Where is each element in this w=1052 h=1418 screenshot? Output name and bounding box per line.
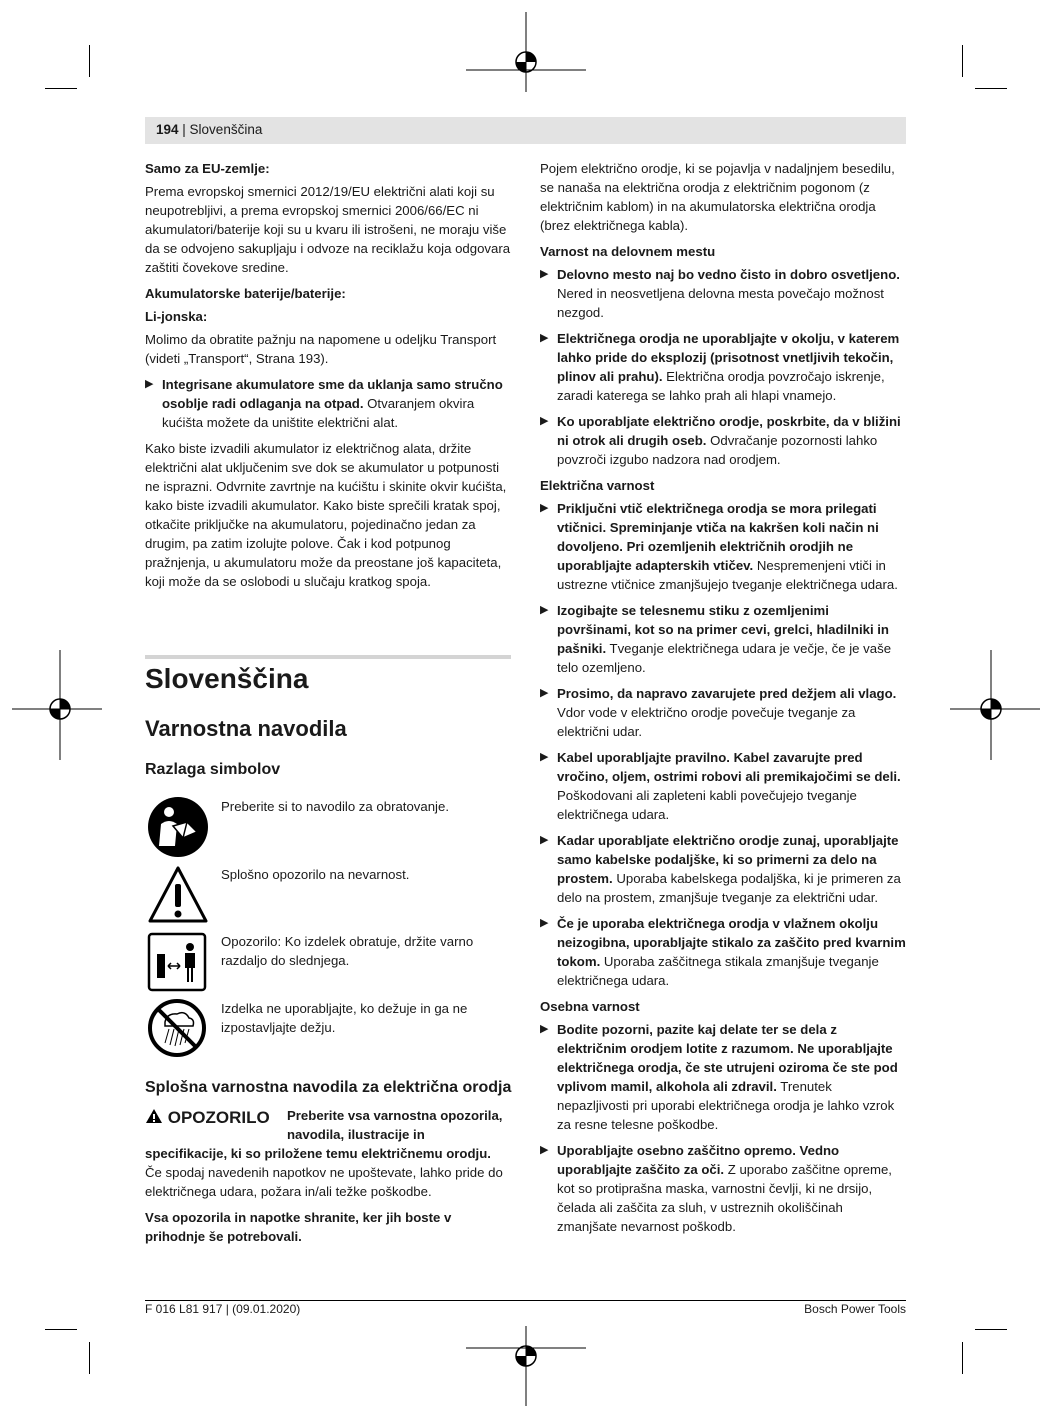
battery-bullet (145, 375, 511, 432)
safety-bullet (540, 265, 906, 322)
eu-paragraph: Prema evropskoj smernici 2012/19/EU električni alati koji su neupotrebljivi, a prema evropskoj smernici 2006/66/EC ni akumulatori/baterije koji su u kvaru ili istrošeni, ne moraju više da se odvojeno sakupljaju i odvoze na reciklažu koja odgovara zaštiti čovekove sredine. (145, 184, 511, 275)
bullet-triangle-icon: ▶ (540, 917, 549, 929)
bullet-bold: Delovno mesto naj bo vedno čisto in dobro osvetljeno. (557, 267, 900, 282)
bullet-triangle-icon: ▶ (540, 687, 549, 699)
symbol-text-warning: Splošno opozorilo na nevarnost. (221, 867, 410, 882)
page-number: 194 (156, 122, 179, 137)
header-separator: | (178, 122, 190, 137)
bullet-text: Odvračanje pozornosti lahko povzroči izgubo nadzora nad orodjem. (557, 433, 878, 467)
bullet-text: Vdor vode v električno orodje povečuje tveganje za električni udar. (557, 705, 856, 739)
bullet-text: Z uporabo zaščitne opreme, kot so protiprašna maska, varnostni čevlji, ki ne drsijo, čelada ali zaščita za sluh, v ustreznih okoliščinah zmanjšate nevarnost poškodb. (557, 1162, 892, 1234)
liion-heading: Li-jonska: (145, 309, 208, 324)
safety-bullet (540, 329, 906, 405)
warning-badge (145, 1108, 270, 1128)
warning-triangle-icon (147, 865, 209, 925)
bullet-text: Uporaba zaščitnega stikala zmanjšuje tveganje električnega udara. (557, 954, 879, 988)
bullet-bold: Bodite pozorni, pazite kaj delate ter se dela z električnim orodjem lotite z razumom. Ne uporabljajte električnega orodja, če ste utrujeni oziroma če ste pod vplivom mamil, alkohola ali zdravil. (557, 1022, 898, 1094)
intro-paragraph: Pojem električno orodje, ki se pojavlja v nadaljnjem besedilu, se nanaša na električna orodja z električnim pogonom (z električnim kablom) in na akumulatorska električna orodja (brez električnega kabla). (540, 161, 895, 233)
crop-mark (975, 1329, 1007, 1330)
safety-bullet (540, 412, 906, 469)
section-heading: Električna varnost (540, 478, 655, 493)
crop-mark (975, 88, 1007, 89)
safety-bullet (540, 831, 906, 907)
section-rule (145, 655, 511, 659)
crop-mark (962, 1342, 963, 1374)
bullet-triangle-icon: ▶ (540, 1144, 549, 1156)
bullet-triangle-icon: ▶ (540, 332, 549, 344)
safety-bullet (540, 1020, 906, 1134)
bullet-text: Poškodovani ali zapleteni kabli povečujejo tveganje električnega udara. (557, 788, 857, 822)
bullet-triangle-icon: ▶ (145, 378, 154, 390)
bullet-bold: Električnega orodja ne uporabljajte v okolju, v katerem lahko pride do eksplozij (prisotnost vnetljivih tekočin, plinov ali prahu). (557, 331, 900, 384)
bullet-text: Trenutek nepazljivosti pri uporabi električnega orodja je lahko vzrok za resne telesne poškodbe. (557, 1079, 895, 1132)
warning-label: OPOZORILO (167, 1108, 270, 1127)
bullet-bold: Priključni vtič električnega orodja se mora prilegati vtičnici. Spreminjanje vtiča na kakršen koli način ni dovoljeno. Pri ozemljenih električnih orodjih ne uporabljajte adapterskih vtičev. (557, 501, 879, 573)
symbol-text-no-rain: Izdelka ne uporabljajte, ko dežuje in ga ne izpostavljajte dežju. (221, 1001, 468, 1035)
eu-heading: Samo za EU-zemlje: (145, 161, 270, 176)
bullet-text: Otvaranjem okvira kućišta možete da uništite električni alat. (162, 396, 475, 430)
registration-mark-icon (466, 1326, 586, 1406)
bullet-triangle-icon: ▶ (540, 1023, 549, 1035)
no-rain-icon (147, 998, 207, 1058)
bullet-bold: Integrisane akumulatore sme da uklanja samo stručno osoblje radi odlaganja na otpad. (162, 377, 503, 411)
symbol-text-distance: Opozorilo: Ko izdelek obratuje, držite varno razdaljo do slednjega. (221, 934, 474, 968)
bullet-triangle-icon: ▶ (540, 415, 549, 427)
footer-brand: Bosch Power Tools (804, 1302, 906, 1316)
bullet-text: Električna orodja povzročajo iskrenje, zaradi katerega se lahko prah ali hlapi vnamejo. (557, 369, 885, 403)
safety-bullet (540, 499, 906, 594)
bullet-triangle-icon: ▶ (540, 604, 549, 616)
registration-mark-icon (12, 650, 102, 760)
symbols-title: Razlaga simbolov (145, 761, 281, 778)
remove-paragraph: Kako biste izvadili akumulator iz električnog alata, držite električni alat uključenim sve dok se akumulator u potpunosti ne isprazni. Odvrnite zavrtnje na kućištu i skinite okvir kućišta, kako biste izvadili akumulator. Kako biste sprečili kratak spoj, otkačite priključke na akumulatoru, pojedinačno jedan za drugim, pa zatim izolujte polove. Čak i kod potpunog pražnjenja, u akumulatoru može da preostane još kapaciteta, koji može da se oslobodi u slučaju kratkog spoja. (145, 441, 507, 589)
left-column-top (145, 159, 511, 598)
safety-bullet (540, 914, 906, 990)
safety-bullet (540, 684, 906, 741)
warning-text: Če spodaj navedenih napotkov ne upoštevate, lahko pride do električnega udara, požara in/ali težke poškodbe. (145, 1165, 503, 1199)
warning-small-icon (145, 1108, 163, 1124)
language-title: Slovenščina (145, 663, 309, 694)
safety-bullet (540, 601, 906, 677)
batteries-heading: Akumulatorske baterije/baterije: (145, 286, 346, 301)
bullet-bold: Če je uporaba električnega orodja v vlažnem okolju neizogibna, uporabljajte stikalo za zaščito pred kvarnim tokom. (557, 916, 906, 969)
warning-bold-continued: specifikacije, ki so priložene temu električnemu orodju. (145, 1146, 491, 1161)
bullet-bold: Ko uporabljate električno orodje, poskrbite, da v bližini ni otrok ali drugih oseb. (557, 414, 901, 448)
footer-rule (145, 1300, 906, 1301)
general-safety-title: Splošna varnostna navodila za električna orodja (145, 1079, 512, 1096)
bullet-bold: Uporabljajte osebno zaščitno opremo. Vedno uporabljajte zaščito za oči. (557, 1143, 840, 1177)
section-heading: Osebna varnost (540, 999, 640, 1014)
warning-bold-inline: Preberite vsa varnostna opozorila, navodila, ilustracije in (287, 1108, 503, 1142)
bullet-bold: Prosimo, da napravo zavarujete pred dežjem ali vlago. (557, 686, 897, 701)
crop-mark (89, 1342, 90, 1374)
crop-mark (89, 45, 90, 77)
registration-mark-icon (950, 650, 1040, 760)
bullet-bold: Kadar uporabljate električno orodje zunaj, uporabljajte samo kabelske podaljške, ki so primerni za delo na prostem. (557, 833, 899, 886)
registration-mark-icon (466, 12, 586, 92)
symbol-text-read-manual: Preberite si to navodilo za obratovanje. (221, 799, 449, 814)
bullet-triangle-icon: ▶ (540, 834, 549, 846)
warning-keep: Vsa opozorila in napotke shranite, ker jih boste v prihodnje še potrebovali. (145, 1210, 452, 1244)
read-manual-icon (147, 796, 209, 858)
bullet-text: Tveganje električnega udara je večje, če je vaše telo ozemljeno. (557, 641, 892, 675)
bullet-triangle-icon: ▶ (540, 751, 549, 763)
crop-mark (45, 88, 77, 89)
warning-inline (287, 1106, 513, 1144)
section-heading: Varnost na delovnem mestu (540, 244, 716, 259)
bullet-text: Nespremenjeni vtiči in ustrezne vtičnice zmanjšujejo tveganje električnega udara. (557, 558, 898, 592)
bullet-triangle-icon: ▶ (540, 502, 549, 514)
right-column (540, 159, 906, 1243)
warning-block (145, 1144, 513, 1246)
liion-paragraph: Molimo da obratite pažnju na napomene u odeljku Transport (videti „Transport“, Strana 193). (145, 332, 497, 366)
page-header (156, 122, 262, 137)
safety-bullet (540, 1141, 906, 1236)
footer-doc-id: F 016 L81 917 | (09.01.2020) (145, 1302, 301, 1316)
bullet-bold: Izogibajte se telesnemu stiku z ozemljenimi površinami, kot so na primer cevi, grelci, hladilniki in pašniki. (557, 603, 889, 656)
bullet-bold: Kabel uporabljajte pravilno. Kabel zavarujte pred vročino, oljem, ostrimi robovi ali premikajočimi se deli. (557, 750, 901, 784)
crop-mark (962, 45, 963, 77)
safety-bullet (540, 748, 906, 824)
keep-distance-icon (147, 932, 207, 992)
header-section: Slovenščina (189, 122, 263, 137)
crop-mark (45, 1329, 77, 1330)
bullet-text: Uporaba kabelskega podaljška, ki je primeren za delo na prostem, zmanjšuje tveganje za električni udar. (557, 871, 901, 905)
bullet-triangle-icon: ▶ (540, 268, 549, 280)
safety-title: Varnostna navodila (145, 716, 347, 741)
bullet-text: Nered in neosvetljena delovna mesta povečajo možnost nezgod. (557, 286, 884, 320)
